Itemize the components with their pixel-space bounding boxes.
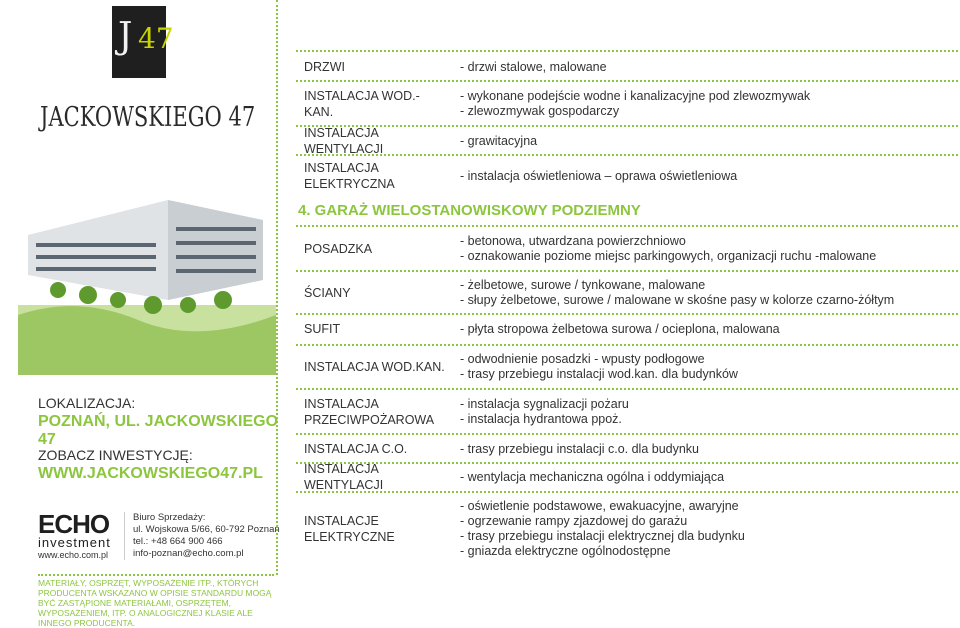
office-line: ul. Wojskowa 5/66, 60-792 Poznań: [133, 524, 280, 535]
row-values: [452, 169, 960, 184]
location-label: LOKALIZACJA:: [38, 395, 136, 411]
row-divider: [296, 50, 958, 52]
row-divider: [296, 388, 958, 390]
row-value: - drzwi stalowe, malowane: [460, 59, 607, 74]
row-key: POSADZKA: [304, 242, 373, 256]
row-value: - wentylacja mechaniczna ogólna i oddymiająca: [460, 469, 725, 484]
see-investment-label: ZOBACZ INWESTYCJĘ:: [38, 447, 193, 463]
row-divider: [296, 80, 958, 82]
section-title-garage: 4. GARAŻ WIELOSTANOWISKOWY PODZIEMNY: [298, 202, 641, 219]
row-values: [452, 134, 960, 149]
website-link[interactable]: WWW.JACKOWSKIEGO47.PL: [38, 465, 263, 482]
row-key: INSTALACJA WENTYLACJI: [304, 126, 384, 156]
row-value: - trasy przebiegu instalacji wod.kan. dla budynków: [460, 367, 738, 381]
row-divider: [296, 491, 958, 493]
row-value: - grawitacyjna: [460, 133, 538, 148]
row-divider: [296, 125, 958, 127]
disclaimer-text: MATERIAŁY, OSPRZĘT, WYPOSAŻENIE ITP., KTÓRYCH PRODUCENTA WSKAZANO W OPISIE STANDARDU MOGĄ BYĆ ZASTĄPIONE MATERIAŁAMI, OSPRZĘTEM, WYPOSAŻENIEM, ITP. O ANALOGICZNEJ KLASIE ALE INNEGO PRODUCENTA.: [38, 578, 272, 628]
row-key: SUFIT: [304, 322, 341, 336]
row-divider: [296, 462, 958, 464]
table-row: [296, 86, 960, 122]
row-key: DRZWI: [304, 60, 345, 74]
office-line: tel.: +48 664 900 466: [133, 536, 223, 547]
row-value: - odwodnienie posadzki - wpusty podłogowe: [460, 352, 705, 366]
row-value: - trasy przebiegu instalacji elektrycznej dla budynku: [460, 529, 745, 543]
location-value: POZNAŃ, UL. JACKOWSKIEGO 47: [38, 413, 279, 448]
row-value: - instalacja oświetleniowa – oprawa oświetleniowa: [460, 168, 738, 183]
row-values: [452, 89, 960, 119]
row-key: INSTALACJA WENTYLACJI: [304, 462, 384, 492]
row-values: [452, 234, 960, 264]
logo-number: 47: [138, 22, 174, 55]
row-values: [452, 499, 960, 559]
echo-logo-sub: investment: [38, 535, 111, 550]
row-values: [452, 60, 960, 75]
row-value: - oznakowanie poziome miejsc parkingowych, organizacji ruchu -malowane: [460, 249, 877, 263]
row-divider: [296, 344, 958, 346]
table-row: [296, 126, 960, 156]
row-key: INSTALACJA PRZECIWPOŻAROWA: [304, 397, 435, 427]
table-row: [296, 394, 960, 430]
row-values: [452, 322, 960, 337]
row-key: INSTALACJA ELEKTRYCZNA: [304, 161, 395, 191]
row-key: INSTALACJA WOD.- KAN.: [304, 89, 420, 119]
row-key: INSTALACJA C.O.: [304, 442, 408, 456]
table-row: [296, 497, 960, 561]
table-row: [296, 462, 960, 492]
logo-letter-j: J: [118, 16, 131, 57]
row-key: INSTALACJE ELEKTRYCZNE: [304, 514, 395, 544]
table-row: [296, 232, 960, 266]
office-email[interactable]: info-poznan@echo.com.pl: [133, 548, 244, 559]
row-key: INSTALACJA WOD.KAN.: [304, 360, 445, 374]
brand-logo: [112, 6, 174, 78]
row-value: - gniazda elektryczne ogólnodostępne: [460, 544, 671, 558]
table-row: [296, 318, 960, 340]
vertical-divider: [276, 0, 278, 575]
divider: [38, 574, 274, 576]
office-line: Biuro Sprzedaży:: [133, 512, 206, 523]
table-row: [296, 276, 960, 310]
brand-name: JACKOWSKIEGO 47: [40, 102, 256, 133]
row-values: [452, 442, 960, 457]
row-value: - instalacja sygnalizacji pożaru: [460, 397, 629, 411]
echo-website-link[interactable]: www.echo.com.pl: [38, 550, 109, 560]
row-value: - zlewozmywak gospodarczy: [460, 104, 620, 118]
table-row: [296, 438, 960, 460]
table-row: [296, 350, 960, 384]
row-key: ŚCIANY: [304, 286, 351, 300]
echo-logo: ECHO: [38, 509, 110, 539]
row-values: [452, 397, 960, 427]
row-value: - trasy przebiegu instalacji c.o. dla budynku: [460, 441, 700, 456]
row-divider: [296, 270, 958, 272]
row-divider: [296, 225, 958, 227]
left-panel: [0, 0, 280, 628]
row-divider: [296, 313, 958, 315]
table-row: [296, 56, 960, 78]
row-value: - żelbetowe, surowe / tynkowane, malowane: [460, 278, 706, 292]
row-value: - wykonane podejście wodne i kanalizacyjne pod zlewozmywak: [460, 89, 811, 103]
row-value: - oświetlenie podstawowe, ewakuacyjne, awaryjne: [460, 499, 739, 513]
building-render-image: [18, 165, 276, 375]
row-value: - betonowa, utwardzana powierzchniowo: [460, 234, 686, 248]
table-row: [296, 158, 960, 194]
row-values: [452, 352, 960, 382]
sales-office-info: [124, 512, 283, 560]
row-value: - słupy żelbetowe, surowe / malowane w skośne pasy w kolorze czarno-żółtym: [460, 293, 895, 307]
row-values: [452, 470, 960, 485]
row-divider: [296, 154, 958, 156]
row-values: [452, 278, 960, 308]
row-value: - ogrzewanie rampy zjazdowej do garażu: [460, 514, 688, 528]
row-value: - płyta stropowa żelbetowa surowa / ocieplona, malowana: [460, 321, 780, 336]
row-divider: [296, 433, 958, 435]
row-value: - instalacja hydrantowa ppoż.: [460, 412, 622, 426]
